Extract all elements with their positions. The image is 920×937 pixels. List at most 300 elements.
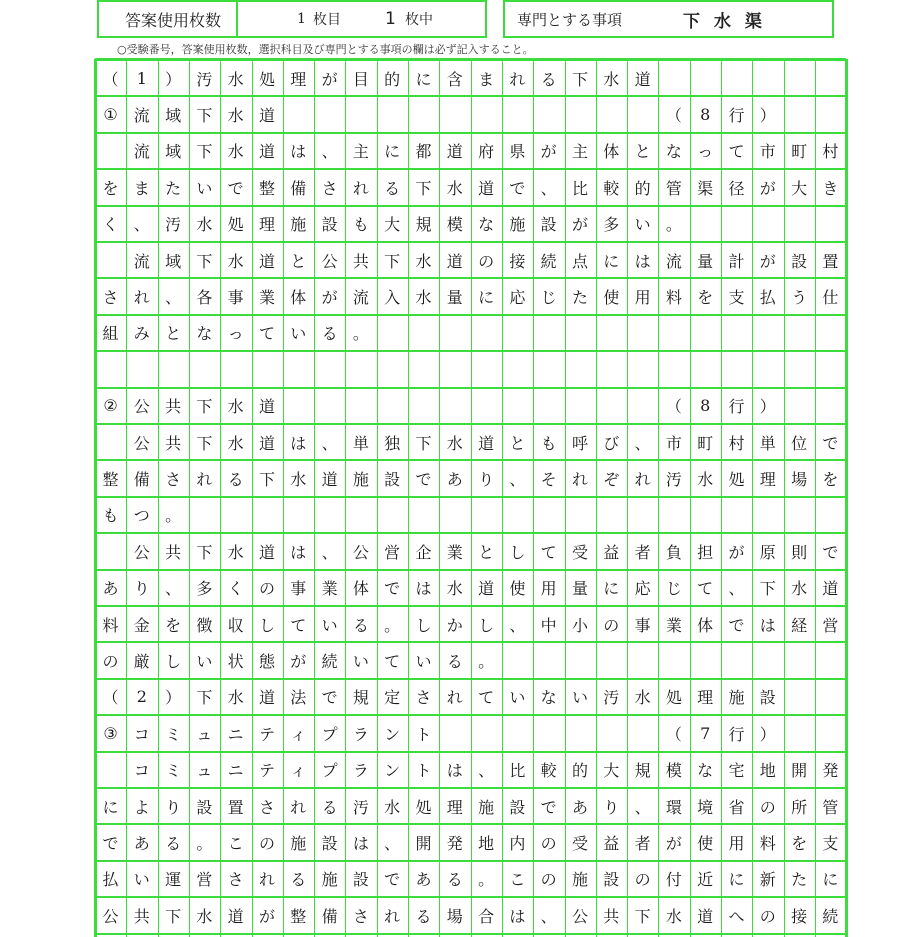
grid-char: 担 [697, 542, 714, 562]
grid-char: 道 [822, 579, 839, 599]
grid-char: 8 [700, 396, 711, 416]
grid-char: 単 [352, 433, 369, 453]
grid-char: 量 [446, 287, 463, 307]
grid-char: 場 [446, 906, 463, 926]
grid-char: 受 [571, 542, 588, 562]
grid-char: も [352, 215, 369, 235]
grid-char: 、 [540, 178, 557, 198]
grid-char: 模 [665, 761, 682, 781]
grid-char: い [509, 688, 526, 708]
grid-char: 用 [634, 287, 651, 307]
grid-char: 的 [571, 761, 588, 781]
grid-char [565, 715, 596, 751]
grid-char: が [665, 833, 682, 853]
grid-char: 備 [321, 906, 338, 926]
grid-char: 村 [728, 433, 745, 453]
grid-char: う [791, 287, 808, 307]
answer-row [95, 315, 846, 351]
grid-char [408, 96, 439, 132]
grid-char [95, 242, 126, 278]
grid-char: 合 [478, 906, 495, 926]
grid-char [471, 388, 502, 424]
grid-char [565, 96, 596, 132]
grid-char: 大 [791, 178, 808, 198]
grid-char: さ [415, 688, 432, 708]
grid-char: 水 [384, 797, 401, 817]
grid-char: 収 [227, 615, 244, 635]
grid-char: く [102, 215, 119, 235]
grid-char: 汚 [165, 215, 182, 235]
grid-char: 業 [446, 542, 463, 562]
grid-char: ラ [352, 761, 369, 781]
grid-char: 規 [352, 688, 369, 708]
grid-char: 下 [196, 397, 213, 417]
grid-char: 水 [227, 142, 244, 162]
answer-row [95, 533, 846, 569]
answer-row [95, 206, 846, 242]
answer-row [95, 897, 846, 933]
grid-char [345, 388, 376, 424]
grid-char: と [509, 433, 526, 453]
grid-char: と [478, 542, 495, 562]
grid-char: 支 [822, 833, 839, 853]
grid-char: 道 [446, 142, 463, 162]
grid-char: ュ [196, 724, 213, 744]
grid-char: 設 [321, 833, 338, 853]
grid-char: 行 [728, 105, 745, 125]
grid-char: 払 [102, 870, 119, 890]
grid-char: 使 [697, 833, 714, 853]
grid-char: 道 [258, 433, 275, 453]
grid-char: 水 [665, 906, 682, 926]
grid-char: れ [352, 178, 369, 198]
grid-char: 県 [509, 142, 526, 162]
grid-char: で [728, 615, 745, 635]
grid-char: ラ [352, 724, 369, 744]
grid-char: 。 [165, 506, 182, 526]
grid-char: 備 [133, 469, 150, 489]
grid-char: 。 [478, 651, 495, 671]
grid-char: 共 [165, 542, 182, 562]
grid-char: を [822, 469, 839, 489]
grid-char: 公 [133, 542, 150, 562]
grid-char: 、 [509, 615, 526, 635]
grid-char: 、 [165, 287, 182, 307]
grid-char: が [290, 651, 307, 671]
grid-char: 下 [634, 906, 651, 926]
grid-char: る [321, 324, 338, 344]
grid-char: 置 [822, 251, 839, 271]
grid-char: 設 [759, 688, 776, 708]
grid-char: 入 [384, 287, 401, 307]
grid-char: り [478, 469, 495, 489]
grid-char: 下 [258, 469, 275, 489]
grid-char: 省 [728, 797, 745, 817]
grid-char: て [258, 324, 275, 344]
grid-char: っ [227, 324, 244, 344]
specialty-value: 下 水 渠 [683, 11, 766, 32]
grid-char: 設 [540, 215, 557, 235]
grid-char: 水 [446, 433, 463, 453]
grid-char: 料 [102, 615, 119, 635]
grid-char: あ [415, 870, 432, 890]
grid-char: 町 [791, 142, 808, 162]
grid-char: 道 [446, 251, 463, 271]
grid-char: 理 [446, 797, 463, 817]
grid-char: の [603, 615, 620, 635]
grid-char: る [321, 797, 338, 817]
grid-char: ニ [227, 761, 244, 781]
grid-char: は [509, 906, 526, 926]
grid-char: る [352, 615, 369, 635]
grid-char: 運 [165, 870, 182, 890]
grid-char [314, 388, 345, 424]
grid-char: に [728, 870, 745, 890]
grid-char: い [352, 651, 369, 671]
grid-char: は [759, 615, 776, 635]
grid-char: も [102, 506, 119, 526]
grid-char: 、 [634, 797, 651, 817]
grid-char: 模 [446, 215, 463, 235]
grid-char: る [165, 833, 182, 853]
grid-char: が [759, 178, 776, 198]
grid-char: ③ [103, 723, 118, 743]
grid-char: 設 [196, 797, 213, 817]
grid-char: 設 [603, 870, 620, 890]
grid-char [95, 424, 126, 460]
grid-char: ミ [165, 724, 182, 744]
sheet-total-unit: 枚中 [405, 12, 433, 28]
grid-char: に [603, 251, 620, 271]
grid-char: 目 [352, 69, 369, 89]
answer-row [95, 424, 846, 460]
grid-char [627, 96, 658, 132]
grid-char: 処 [728, 469, 745, 489]
grid-char: 定 [384, 688, 401, 708]
grid-char: 1 [136, 68, 147, 88]
grid-char: あ [102, 579, 119, 599]
grid-char: 大 [603, 761, 620, 781]
grid-char: が [321, 287, 338, 307]
grid-char [377, 96, 408, 132]
grid-char: る [290, 870, 307, 890]
grid-char: 使 [603, 287, 620, 307]
grid-char: さ [321, 178, 338, 198]
grid-char: と [634, 142, 651, 162]
grid-char: ン [384, 761, 401, 781]
answer-row [95, 679, 846, 715]
grid-char: し [478, 615, 495, 635]
grid-char: 設 [791, 251, 808, 271]
grid-char: さ [102, 287, 119, 307]
grid-char: 水 [415, 251, 432, 271]
answer-row [95, 169, 846, 205]
grid-char: れ [571, 469, 588, 489]
grid-char: 体 [352, 579, 369, 599]
grid-char: 使 [509, 579, 526, 599]
grid-char: が [258, 906, 275, 926]
answer-row [95, 642, 846, 678]
grid-char: 公 [571, 906, 588, 926]
grid-char: 施 [509, 215, 526, 235]
grid-char: い [321, 615, 338, 635]
specialty-label: 専門とする事項 [517, 10, 623, 29]
grid-char: 点 [571, 251, 588, 271]
grid-char: 設 [509, 797, 526, 817]
grid-char: 較 [540, 761, 557, 781]
grid-char: 続 [321, 651, 338, 671]
grid-char: 体 [290, 287, 307, 307]
grid-char: り [165, 797, 182, 817]
grid-char: で [509, 178, 526, 198]
grid-char: そ [540, 469, 557, 489]
grid-char: 小 [571, 615, 588, 635]
grid-char: 水 [446, 579, 463, 599]
grid-char: を [102, 178, 119, 198]
grid-char: 徴 [196, 615, 213, 635]
grid-char: 置 [227, 797, 244, 817]
grid-char [408, 388, 439, 424]
grid-char: 下 [384, 251, 401, 271]
grid-char: プ [321, 761, 338, 781]
grid-char: 環 [665, 797, 682, 817]
grid-char: ま [478, 69, 495, 89]
grid-char: 的 [634, 178, 651, 198]
grid-char [502, 388, 533, 424]
grid-char: 業 [665, 615, 682, 635]
grid-char: 水 [697, 469, 714, 489]
grid-char [314, 96, 345, 132]
grid-char: へ [728, 906, 745, 926]
grid-char: プ [321, 724, 338, 744]
grid-char: ） [759, 724, 776, 744]
grid-char: 共 [352, 251, 369, 271]
grid-char: あ [133, 833, 150, 853]
grid-char: 、 [321, 142, 338, 162]
grid-char: し [415, 615, 432, 635]
grid-char: た [791, 870, 808, 890]
grid-char: 、 [384, 833, 401, 853]
grid-char: 汚 [665, 469, 682, 489]
grid-char: じ [540, 287, 557, 307]
grid-char: 、 [321, 542, 338, 562]
grid-char: 理 [697, 688, 714, 708]
grid-char: 体 [603, 142, 620, 162]
grid-char: る [415, 906, 432, 926]
grid-char: み [133, 324, 150, 344]
grid-char: で [540, 797, 557, 817]
grid-char: さ [227, 870, 244, 890]
grid-char: と [290, 251, 307, 271]
grid-char: （ [665, 105, 682, 125]
grid-char: 道 [478, 579, 495, 599]
sheets-box [97, 0, 487, 38]
grid-char: 規 [415, 215, 432, 235]
grid-char: 処 [415, 797, 432, 817]
grid-char: 者 [634, 833, 651, 853]
grid-char: さ [258, 797, 275, 817]
grid-char: を [791, 833, 808, 853]
grid-char: 事 [634, 615, 651, 635]
grid-char: も [540, 433, 557, 453]
grid-char [439, 715, 470, 751]
grid-char [533, 96, 564, 132]
grid-char: 施 [321, 870, 338, 890]
grid-char: が [321, 69, 338, 89]
grid-char: 営 [196, 870, 213, 890]
grid-char: 道 [258, 542, 275, 562]
grid-char: 厳 [133, 651, 150, 671]
grid-char: 公 [133, 397, 150, 417]
grid-char: こ [509, 870, 526, 890]
grid-char: る [446, 651, 463, 671]
answer-row [95, 788, 846, 824]
grid-char: （ [102, 688, 119, 708]
grid-char: 法 [290, 688, 307, 708]
grid-char [283, 96, 314, 132]
grid-char: ぞ [603, 469, 620, 489]
grid-char: 道 [258, 397, 275, 417]
grid-char: の [258, 833, 275, 853]
grid-char: 整 [290, 906, 307, 926]
grid-char: 近 [697, 870, 714, 890]
grid-char: 益 [603, 833, 620, 853]
grid-char: 水 [196, 906, 213, 926]
grid-char: 的 [384, 69, 401, 89]
grid-char: 道 [478, 433, 495, 453]
grid-char: に [415, 69, 432, 89]
answer-row [95, 388, 846, 424]
grid-char: は [290, 542, 307, 562]
grid-char: 下 [196, 433, 213, 453]
grid-char: 態 [258, 651, 275, 671]
grid-char: あ [571, 797, 588, 817]
grid-char: い [634, 215, 651, 235]
grid-char: 宅 [728, 761, 745, 781]
instruction-note: ○受験番号，答案使用枚数，選択科目及び専門とする事項の欄は必ず記入すること。 [117, 43, 534, 56]
grid-char: 設 [352, 870, 369, 890]
grid-char: ） [165, 688, 182, 708]
grid-char: 位 [791, 433, 808, 453]
grid-char: 単 [759, 433, 776, 453]
grid-char: 地 [478, 833, 495, 853]
grid-char: 理 [258, 215, 275, 235]
grid-char: 水 [227, 105, 244, 125]
grid-char: で [384, 870, 401, 890]
grid-char: 、 [728, 579, 745, 599]
grid-char: 下 [759, 579, 776, 599]
grid-char: 道 [258, 251, 275, 271]
grid-char: い [571, 688, 588, 708]
grid-char: 下 [415, 178, 432, 198]
grid-char: が [571, 215, 588, 235]
grid-char: 公 [321, 251, 338, 271]
grid-char: な [196, 324, 213, 344]
grid-char: で [384, 579, 401, 599]
grid-char: 中 [540, 615, 557, 635]
grid-char: 設 [384, 469, 401, 489]
grid-char: 域 [165, 105, 182, 125]
grid-char: は [352, 833, 369, 853]
grid-char: 比 [509, 761, 526, 781]
grid-char: る [446, 870, 463, 890]
grid-char: 流 [665, 251, 682, 271]
grid-char: 共 [603, 906, 620, 926]
grid-char: 施 [728, 688, 745, 708]
grid-char: の [102, 651, 119, 671]
grid-char: 。 [352, 324, 369, 344]
grid-char: 接 [791, 906, 808, 926]
grid-char: 共 [165, 433, 182, 453]
grid-char: で [415, 469, 432, 489]
grid-char: い [133, 870, 150, 890]
grid-char: 流 [133, 142, 150, 162]
grid-char: 下 [196, 251, 213, 271]
grid-char: 管 [665, 178, 682, 198]
grid-char [377, 388, 408, 424]
grid-char: し [165, 651, 182, 671]
grid-char: 応 [509, 287, 526, 307]
grid-char: ィ [290, 761, 307, 781]
grid-char: 益 [603, 542, 620, 562]
grid-char: 道 [478, 178, 495, 198]
grid-char: 接 [509, 251, 526, 271]
grid-char: テ [258, 724, 275, 744]
grid-char: で [227, 178, 244, 198]
grid-char: 7 [700, 723, 711, 743]
grid-char: 開 [415, 833, 432, 853]
grid-char [627, 388, 658, 424]
grid-char: 村 [822, 142, 839, 162]
grid-char: テ [258, 761, 275, 781]
grid-char: 場 [791, 469, 808, 489]
grid-char: コ [133, 724, 150, 744]
grid-char: ト [415, 724, 432, 744]
grid-char: よ [133, 797, 150, 817]
grid-char: 水 [196, 215, 213, 235]
grid-char: に [478, 287, 495, 307]
grid-char: 汚 [196, 69, 213, 89]
grid-char: れ [384, 906, 401, 926]
grid-char: 計 [728, 251, 745, 271]
grid-char: は [290, 433, 307, 453]
grid-char: 管 [822, 797, 839, 817]
grid-char: じ [665, 579, 682, 599]
answer-row [95, 133, 846, 169]
answer-row [95, 96, 846, 132]
grid-char: 汚 [603, 688, 620, 708]
grid-char: 処 [227, 215, 244, 235]
grid-char: れ [634, 469, 651, 489]
grid-char: 水 [227, 542, 244, 562]
grid-char: 負 [665, 542, 682, 562]
grid-char: く [227, 579, 244, 599]
grid-char: に [603, 579, 620, 599]
grid-char: 道 [697, 906, 714, 926]
grid-char: ン [384, 724, 401, 744]
grid-char: れ [133, 287, 150, 307]
grid-char: で [321, 688, 338, 708]
grid-char: る [384, 178, 401, 198]
grid-char: 、 [540, 906, 557, 926]
grid-char: 較 [603, 178, 620, 198]
grid-char: つ [133, 506, 150, 526]
grid-char: 規 [634, 761, 651, 781]
grid-char: が [759, 251, 776, 271]
answer-row [95, 715, 846, 751]
grid-char: 水 [791, 579, 808, 599]
grid-char [439, 96, 470, 132]
